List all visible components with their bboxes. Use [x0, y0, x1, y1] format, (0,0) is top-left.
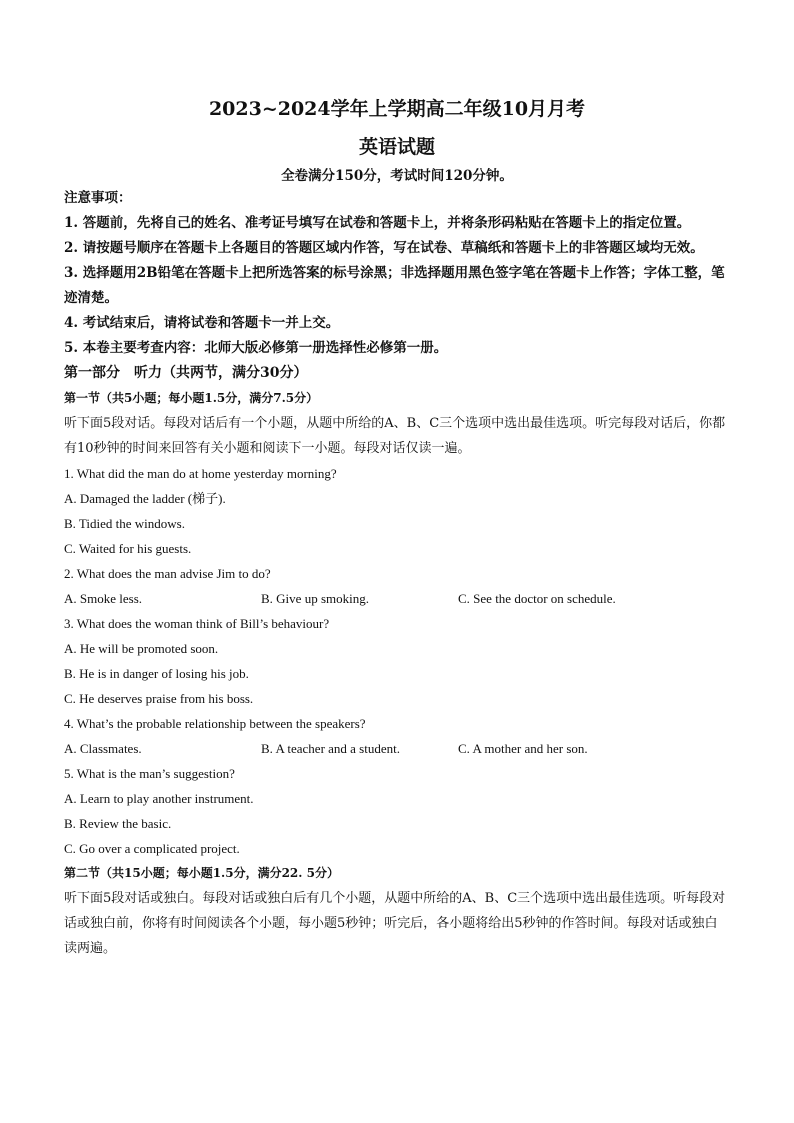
- q2-option-c: C. See the doctor on schedule.: [458, 591, 616, 606]
- q5-option-b: B. Review the basic.: [64, 816, 172, 831]
- question-5: 5. What is the man’s suggestion?: [64, 766, 235, 781]
- q2-option-b: B. Give up smoking.: [261, 591, 369, 606]
- q5-option-c: C. Go over a complicated project.: [64, 841, 240, 856]
- note-item: 2. 请按题号顺序在答题卡上各题目的答题区域内作答，写在试卷、草稿纸和答题卡上的非答题区域均无效。: [64, 240, 704, 256]
- section1-instructions: 听下面5段对话。每段对话后有一个小题，从题中所给的A、B、C三个选项中选出最佳选项。听完每段对话后，你都有10秒钟的时间来回答有关小题和阅读下一小题。每段对话仅读一遍。: [64, 416, 726, 456]
- q4-option-b: B. A teacher and a student.: [261, 741, 400, 756]
- note-item: 1. 答题前，先将自己的姓名、准考证号填写在试卷和答题卡上，并将条形码粘贴在答题卡上的指定位置。: [64, 215, 691, 231]
- question-4: 4. What’s the probable relationship between the speakers?: [64, 716, 366, 731]
- q1-option-a: A. Damaged the ladder (梯子).: [64, 491, 226, 506]
- note-item: 3. 选择题用2B铅笔在答题卡上把所选答案的标号涂黑；非选择题用黑色签字笔在答题卡上作答；字体工整，笔迹清楚。: [64, 265, 725, 306]
- exam-subject: 英语试题: [358, 136, 435, 158]
- section1-title: 第一节（共5小题；每小题1.5分，满分7.5分）: [64, 391, 319, 405]
- section2-instructions: 听下面5段对话或独白。每段对话或独白后有几个小题，从题中所给的A、B、C三个选项中选出最佳选项。听每段对话或独白前，你将有时间阅读各个小题，每小题5秒钟；听完后，各小题将给出5秒钟的作答时间。每段对话或独白读两遍。: [64, 891, 726, 956]
- exam-page: [64, 96, 730, 961]
- q2-options: [64, 586, 730, 611]
- q3-option-b: B. He is in danger of losing his job.: [64, 666, 249, 681]
- q4-option-c: C. A mother and her son.: [458, 741, 588, 756]
- q1-option-c: C. Waited for his guests.: [64, 541, 192, 556]
- part1-title: 第一部分 听力（共两节，满分30分）: [64, 365, 308, 381]
- question-2: 2. What does the man advise Jim to do?: [64, 566, 271, 581]
- q3-option-c: C. He deserves praise from his boss.: [64, 691, 254, 706]
- q4-option-a: A. Classmates.: [64, 741, 142, 756]
- notes-heading: 注意事项：: [64, 190, 132, 206]
- question-1: 1. What did the man do at home yesterday morning?: [64, 466, 337, 481]
- note-item: 5. 本卷主要考查内容：北师大版必修第一册选择性必修第一册。: [64, 340, 448, 356]
- q2-option-a: A. Smoke less.: [64, 591, 142, 606]
- exam-title: 2023~2024学年上学期高二年级10月月考: [208, 98, 586, 120]
- question-3: 3. What does the woman think of Bill’s behaviour?: [64, 616, 330, 631]
- q5-option-a: A. Learn to play another instrument.: [64, 791, 254, 806]
- q3-option-a: A. He will be promoted soon.: [64, 641, 219, 656]
- exam-meta: 全卷满分150分，考试时间120分钟。: [281, 168, 513, 184]
- q4-options: [64, 736, 730, 761]
- note-item: 4. 考试结束后，请将试卷和答题卡一并上交。: [64, 315, 340, 331]
- q1-option-b: B. Tidied the windows.: [64, 516, 185, 531]
- section2-title: 第二节（共15小题；每小题1.5分，满分22. 5分）: [64, 866, 339, 880]
